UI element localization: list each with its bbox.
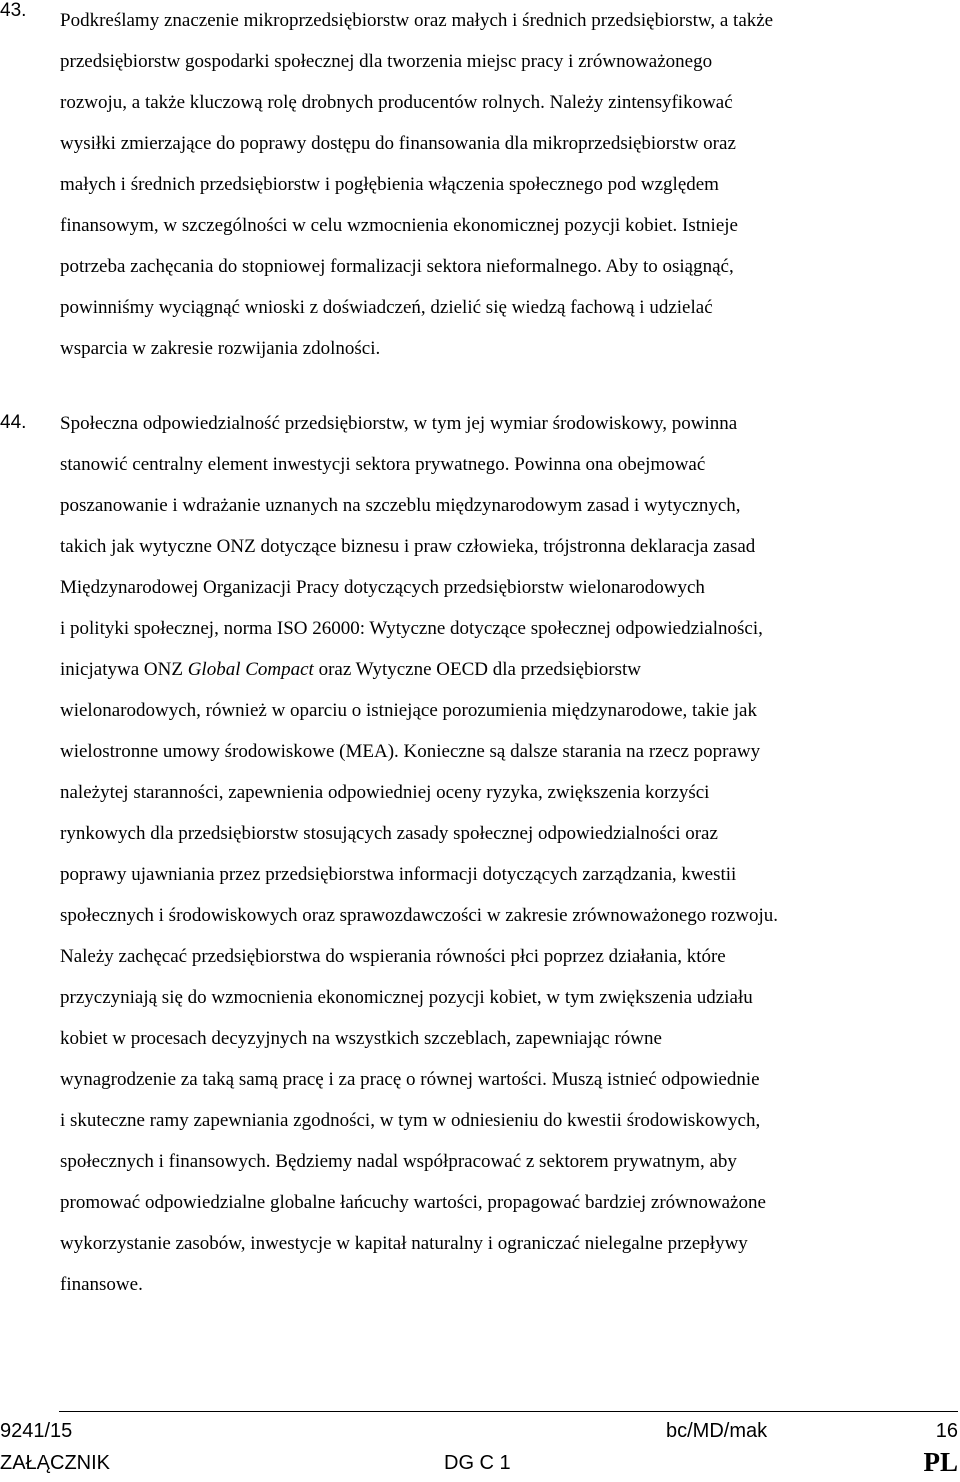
- paragraph-number: 43.: [0, 0, 27, 21]
- text-segment: inicjatywa ONZ: [60, 659, 188, 680]
- text-line-with-italic: [60, 649, 960, 690]
- text-line: i polityki społecznej, norma ISO 26000: Wytyczne dotyczące społecznej odpowiedzialności,: [60, 618, 763, 639]
- footer-divider: [59, 1411, 958, 1412]
- text-line: potrzeba zachęcania do stopniowej formalizacji sektora nieformalnego. Aby to osiągnąć,: [60, 256, 734, 277]
- footer-annex-label: ZAŁĄCZNIK: [0, 1452, 111, 1474]
- text-line: wielostronne umowy środowiskowe (MEA). Konieczne są dalsze starania na rzecz poprawy: [60, 741, 761, 762]
- text-line: takich jak wytyczne ONZ dotyczące biznesu i praw człowieka, trójstronna deklaracja zasad: [60, 536, 756, 557]
- text-line: rynkowych dla przedsiębiorstw stosujących zasady społecznej odpowiedzialności oraz: [60, 823, 718, 844]
- text-segment: oraz Wytyczne OECD dla przedsiębiorstw: [313, 659, 642, 680]
- text-line: wynagrodzenie za taką samą pracę i za pracę o równej wartości. Muszą istnieć odpowiednie: [60, 1069, 760, 1090]
- footer-dg: DG C 1: [444, 1452, 511, 1474]
- text-line: wysiłki zmierzające do poprawy dostępu do finansowania dla mikroprzedsiębiorstw oraz: [60, 133, 736, 154]
- text-line: Podkreślamy znaczenie mikroprzedsiębiorstw oraz małych i średnich przedsiębiorstw, a także: [60, 10, 774, 31]
- footer-language: PL: [923, 1447, 958, 1477]
- footer-doc-number: 9241/15: [0, 1420, 73, 1442]
- text-line: wielonarodowych, również w oparciu o istniejące porozumienia międzynarodowe, takie jak: [60, 700, 757, 721]
- text-line: poprawy ujawniania przez przedsiębiorstwa informacji dotyczących zarządzania, kwestii: [60, 864, 737, 885]
- text-line: wsparcia w zakresie rozwijania zdolności.: [60, 338, 381, 359]
- italic-phrase: Global Compact: [187, 659, 314, 680]
- text-line: powinniśmy wyciągnąć wnioski z doświadczeń, dzielić się wiedzą fachową i udzielać: [60, 297, 713, 318]
- text-line: stanowić centralny element inwestycji sektora prywatnego. Powinna ona obejmować: [60, 454, 706, 475]
- text-line: finansowym, w szczególności w celu wzmocnienia ekonomicznej pozycji kobiet. Istnieje: [60, 215, 738, 236]
- text-line: Społeczna odpowiedzialność przedsiębiorstw, w tym jej wymiar środowiskowy, powinna: [60, 413, 738, 434]
- paragraph-number: 44.: [0, 412, 27, 433]
- footer-page-number: 16: [935, 1420, 958, 1442]
- text-line: promować odpowiedzialne globalne łańcuchy wartości, propagować bardziej zrównoważone: [60, 1192, 766, 1213]
- text-line: finansowe.: [60, 1274, 143, 1295]
- text-line: Międzynarodowej Organizacji Pracy dotyczących przedsiębiorstw wielonarodowych: [60, 577, 705, 598]
- paragraph-text: [60, 403, 960, 1305]
- footer-initials: bc/MD/mak: [666, 1420, 768, 1442]
- text-line: społecznych i finansowych. Będziemy nadal współpracować z sektorem prywatnym, aby: [60, 1151, 737, 1172]
- text-line: kobiet w procesach decyzyjnych na wszystkich szczeblach, zapewniając równe: [60, 1028, 662, 1049]
- text-line: rozwoju, a także kluczową rolę drobnych producentów rolnych. Należy zintensyfikować: [60, 92, 733, 113]
- text-line: i skuteczne ramy zapewniania zgodności, w tym w odniesieniu do kwestii środowiskowych,: [60, 1110, 761, 1131]
- text-line: małych i średnich przedsiębiorstw i pogłębienia włączenia społecznego pod względem: [60, 174, 719, 195]
- text-line: przyczyniają się do wzmocnienia ekonomicznej pozycji kobiet, w tym zwiększenia udziału: [60, 987, 753, 1008]
- text-line: wykorzystanie zasobów, inwestycje w kapitał naturalny i ograniczać nielegalne przepływy: [60, 1233, 748, 1254]
- text-line: należytej staranności, zapewnienia odpowiedniej oceny ryzyka, zwiększenia korzyści: [60, 782, 710, 803]
- text-line: społecznych i środowiskowych oraz sprawozdawczości w zakresie zrównoważonego rozwoju.: [60, 905, 779, 926]
- text-line: poszanowanie i wdrażanie uznanych na szczeblu międzynarodowym zasad i wytycznych,: [60, 495, 741, 516]
- paragraph-text: [60, 0, 960, 369]
- text-line: Należy zachęcać przedsiębiorstwa do wspierania równości płci poprzez działania, które: [60, 946, 726, 967]
- text-line: przedsiębiorstw gospodarki społecznej dla tworzenia miejsc pracy i zrównoważonego: [60, 51, 713, 72]
